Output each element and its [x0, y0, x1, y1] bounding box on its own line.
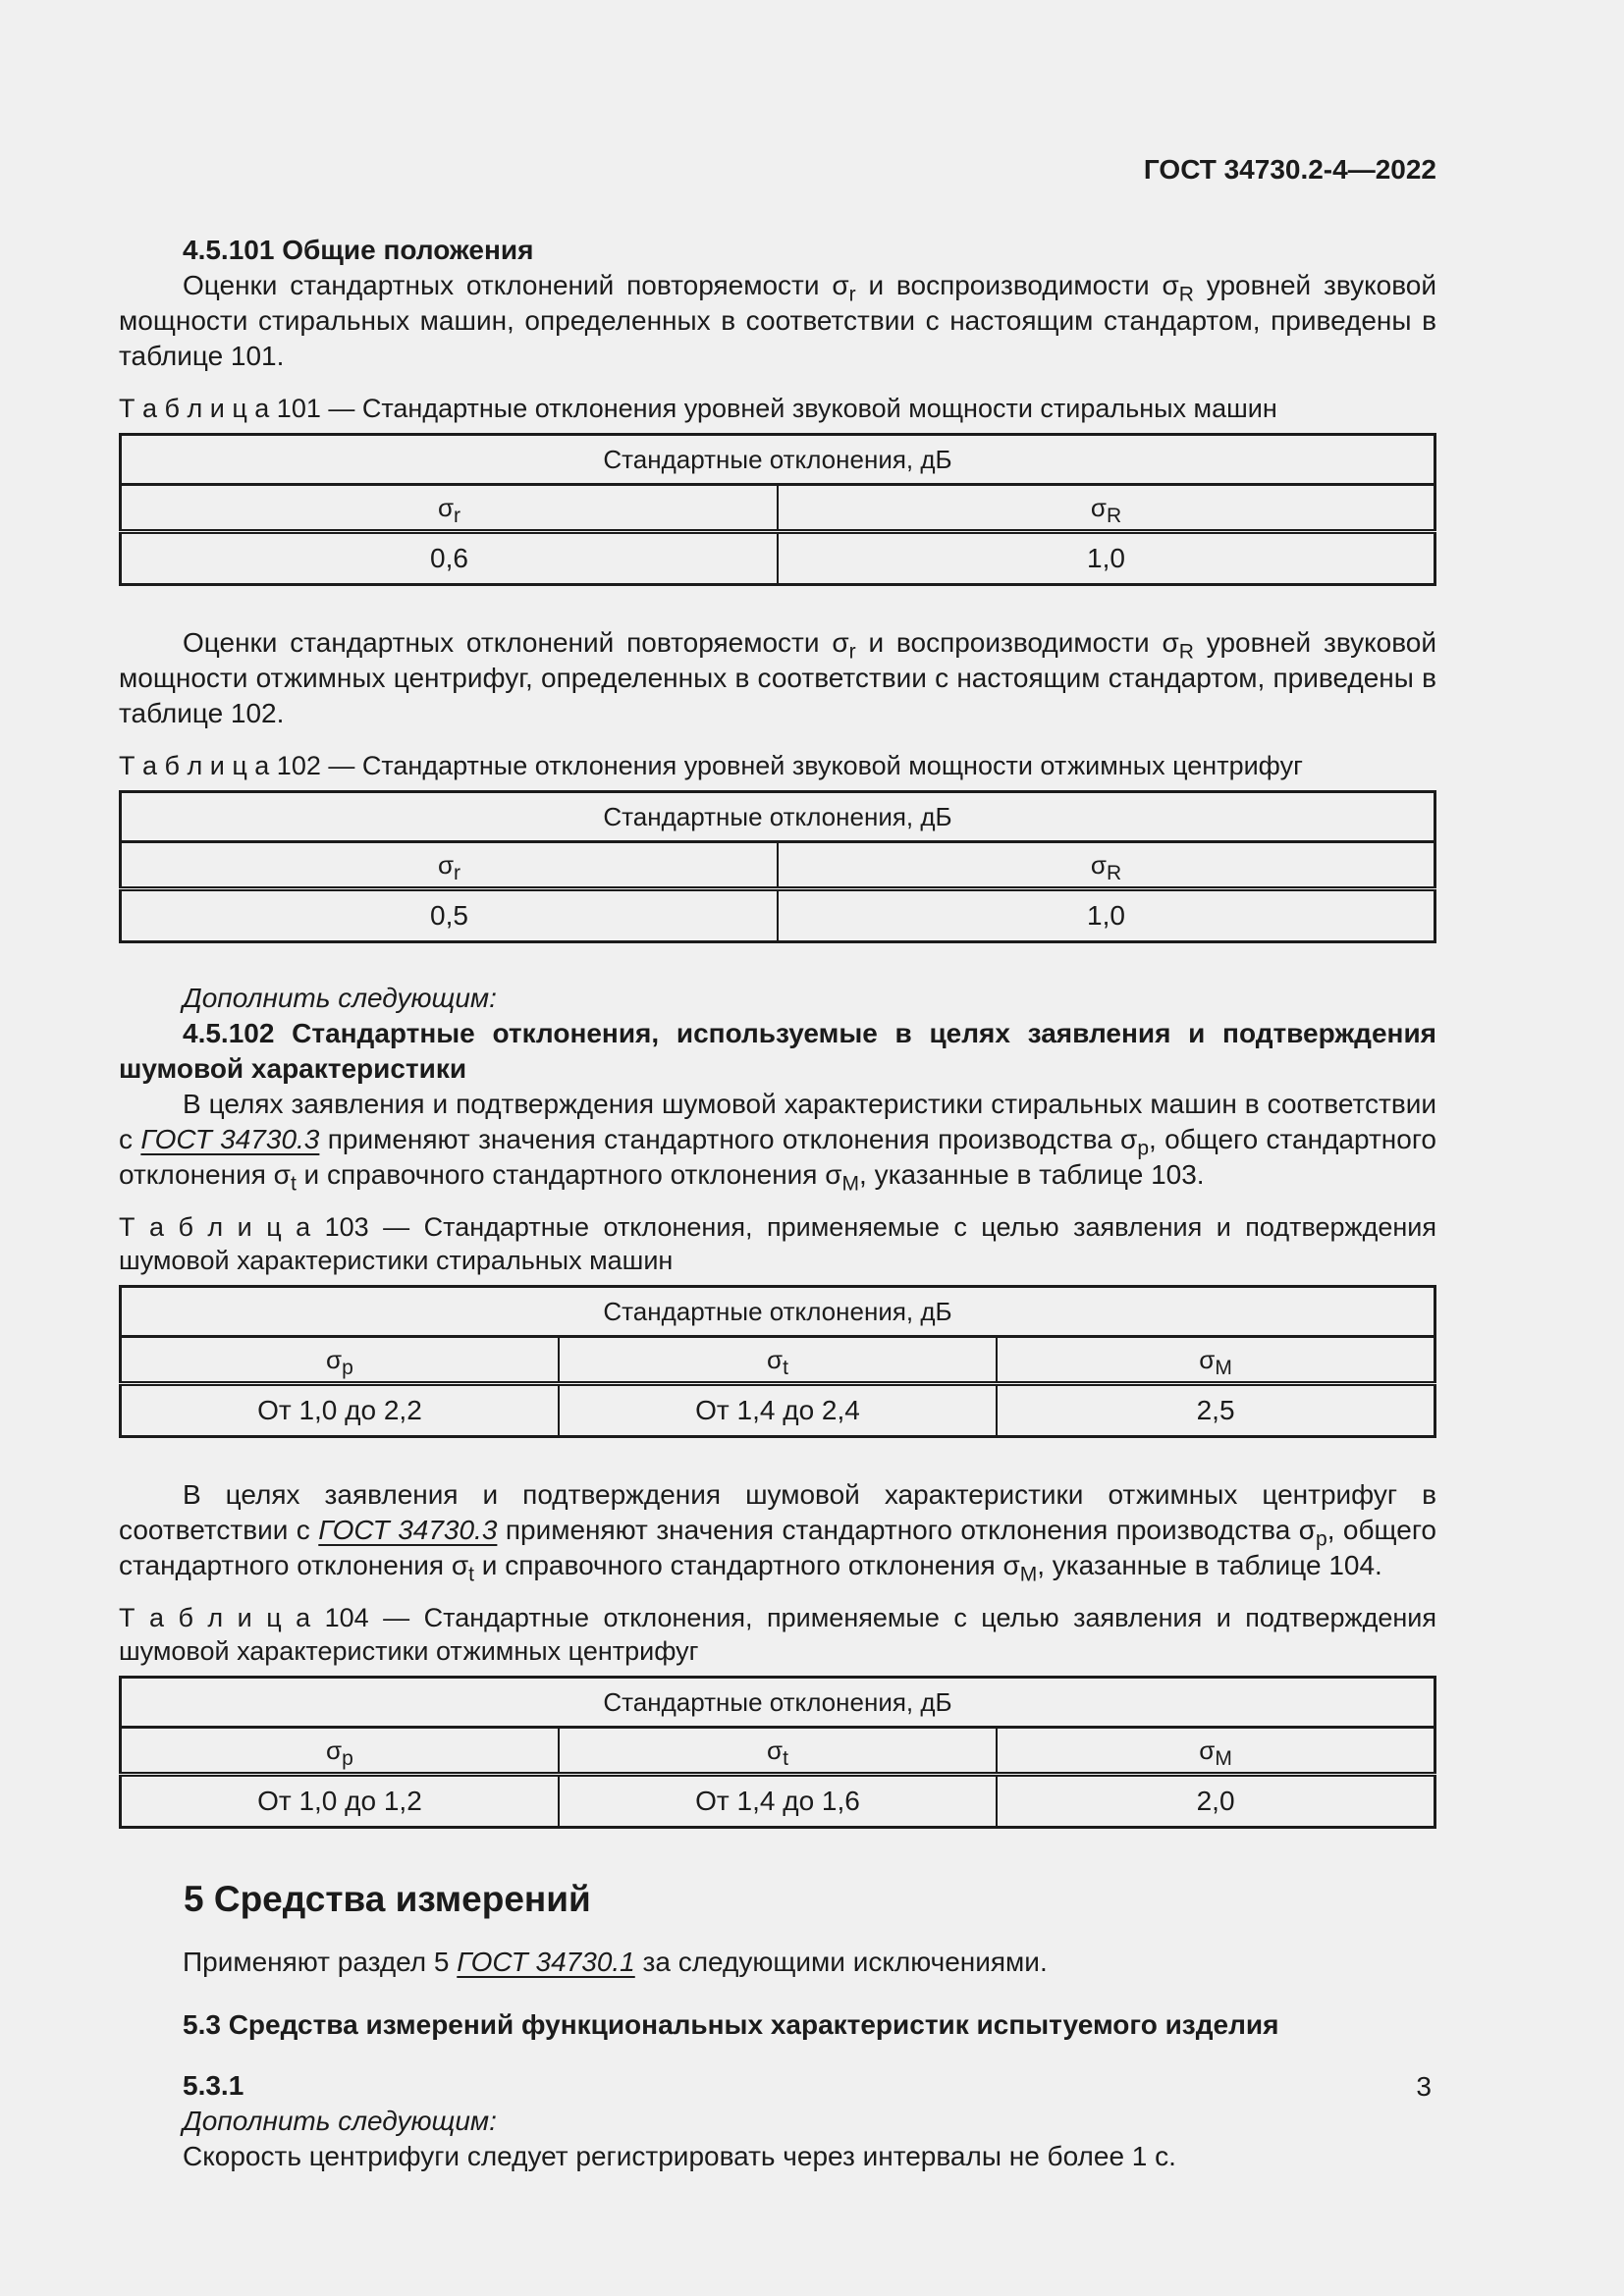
table-row [121, 889, 1435, 942]
table-caption-101: Т а б л и ц а 101 — Стандартные отклонения уровней звуковой мощности стиральных машин [119, 394, 1277, 423]
paragraph-text: Оценки стандартных отклонений повторяемости [183, 627, 833, 658]
sigma-subscript: r [848, 283, 856, 306]
paragraph-apply-section-5 [119, 1945, 1436, 1980]
table-102 [119, 790, 1436, 943]
paragraph-text: , указанные в таблице 103. [859, 1159, 1205, 1190]
sigma-symbol: σ [1199, 1735, 1216, 1765]
sigma-subscript: r [848, 640, 856, 664]
section-heading-4-5-102: 4.5.102 Стандартные отклонения, используемые в целях заявления и подтверждения шумовой характеристики [119, 1018, 1436, 1084]
sigma-symbol: σ [1162, 270, 1179, 300]
column-header-sigma-p [121, 1337, 559, 1384]
paragraph-text: и воспроизводимости [855, 627, 1163, 658]
table-caption-104: Т а б л и ц а 104 — Стандартные отклонения, применяемые с целью заявления и подтверждения шумовой характеристики отжимных центрифуг [119, 1603, 1436, 1666]
doc-code: ГОСТ 34730.2-4—2022 [1143, 154, 1436, 185]
paragraph-repeatability-washing [119, 268, 1436, 374]
table-merged-header: Стандартные отклонения, дБ [121, 1287, 1435, 1337]
column-header-sigma-M [997, 1728, 1435, 1775]
cell-value: От 1,4 до 2,4 [559, 1384, 997, 1437]
sigma-symbol: σ [832, 627, 849, 658]
table-caption-103: Т а б л и ц а 103 — Стандартные отклонения, применяемые с целью заявления и подтверждения шумовой характеристики стиральных машин [119, 1212, 1436, 1275]
paragraph-declaration-washing [119, 1087, 1436, 1196]
table-row [121, 1384, 1435, 1437]
sigma-subscript: p [342, 1747, 353, 1771]
paragraph-text: применяют значения стандартного отклонения производства [319, 1124, 1121, 1154]
sigma-subscript: M [1215, 1747, 1232, 1771]
sigma-subscript: t [783, 1357, 788, 1380]
sigma-subscript: R [1106, 862, 1122, 885]
table-104 [119, 1676, 1436, 1829]
table-103 [119, 1285, 1436, 1438]
table-row [121, 842, 1435, 889]
sigma-subscript: p [342, 1357, 353, 1380]
sigma-symbol: σ [1002, 1550, 1020, 1580]
sigma-symbol: σ [451, 1550, 469, 1580]
sigma-subscript: p [1316, 1527, 1327, 1551]
gost-34730-1-link[interactable]: ГОСТ 34730.1 [457, 1947, 635, 1977]
sigma-subscript: t [290, 1172, 297, 1196]
column-header-sigma-p [121, 1728, 559, 1775]
sigma-subscript: R [1178, 640, 1194, 664]
table-row [121, 485, 1435, 532]
cell-value: 1,0 [778, 532, 1435, 585]
paragraph-text: Применяют раздел 5 [183, 1947, 458, 1977]
sigma-subscript: R [1106, 505, 1122, 528]
paragraph-text: В целях заявления и подтверждения шумовой характеристики отжимных центрифуг в соответствии с [119, 1479, 1436, 1545]
sigma-subscript: R [1178, 283, 1194, 306]
table-101 [119, 433, 1436, 586]
cell-value: 1,0 [778, 889, 1435, 942]
sigma-subscript: M [1215, 1357, 1232, 1380]
paragraph-text: и справочного стандартного отклонения [296, 1159, 826, 1190]
paragraph-text: В целях заявления и подтверждения шумовой характеристики стиральных машин в соответствии с [119, 1089, 1436, 1154]
sigma-subscript: M [1019, 1563, 1038, 1586]
paragraph-text: и справочного стандартного отклонения [474, 1550, 1003, 1580]
column-header-sigma-R [778, 842, 1435, 889]
sigma-symbol: σ [1120, 1124, 1138, 1154]
cell-value: От 1,0 до 1,2 [257, 1786, 422, 1816]
cell-value: 0,5 [430, 900, 468, 931]
sigma-symbol: σ [767, 1735, 784, 1765]
table-merged-header: Стандартные отклонения, дБ [121, 435, 1435, 485]
cell-value: 0,6 [430, 543, 468, 573]
column-header-sigma-R [778, 485, 1435, 532]
table-row [121, 532, 1435, 585]
sigma-symbol: σ [1199, 1345, 1216, 1374]
column-header-sigma-t [559, 1337, 997, 1384]
sigma-subscript: r [454, 505, 461, 528]
sigma-symbol: σ [1090, 493, 1107, 522]
table-row [121, 1678, 1435, 1728]
paragraph-text: применяют значения стандартного отклонения производства [497, 1515, 1299, 1545]
paragraph-declaration-spin [119, 1477, 1437, 1586]
section-heading-5-3-1: 5.3.1 [183, 2070, 244, 2101]
paragraph-repeatability-spin [119, 625, 1436, 731]
paragraph-text: , общего стандартного отклонения [119, 1124, 1436, 1190]
sigma-symbol: σ [767, 1345, 784, 1374]
paragraph-text: уровней звуковой мощности отжимных центрифуг, определенных в соответствии с настоящим стандартом, приведены в таблице 102. [119, 627, 1437, 728]
sigma-subscript: r [454, 862, 461, 885]
sigma-symbol: σ [825, 1159, 842, 1190]
table-row [121, 1775, 1435, 1828]
page-number: 3 [1416, 2071, 1432, 2102]
column-header-sigma-r [121, 842, 779, 889]
cell-value: 2,0 [997, 1775, 1435, 1828]
paragraph-text: Оценки стандартных отклонений повторяемости [183, 270, 833, 300]
sigma-subscript: t [783, 1747, 788, 1771]
paragraph-text: , указанные в таблице 104. [1037, 1550, 1382, 1580]
sigma-symbol: σ [437, 850, 455, 880]
sigma-symbol: σ [832, 270, 849, 300]
sigma-symbol: σ [1298, 1515, 1317, 1545]
section-heading-5-3: 5.3 Средства измерений функциональных характеристик испытуемого изделия [183, 2009, 1279, 2040]
paragraph-text: уровней звуковой мощности стиральных машин, определенных в соответствии с настоящим стандартом, приведены в таблице 101. [119, 270, 1437, 371]
sigma-subscript: t [468, 1563, 474, 1586]
table-row [121, 435, 1435, 485]
table-caption-102: Т а б л и ц а 102 — Стандартные отклонения уровней звуковой мощности отжимных центрифуг [119, 751, 1303, 780]
sigma-symbol: σ [273, 1159, 291, 1190]
amendment-note: Дополнить следующим: [183, 2106, 497, 2136]
column-header-sigma-M [997, 1337, 1435, 1384]
sigma-subscript: p [1137, 1137, 1150, 1160]
table-row [121, 792, 1435, 842]
cell-value: От 1,4 до 1,6 [559, 1775, 997, 1828]
paragraph-text: за следующими исключениями. [634, 1947, 1048, 1977]
section-heading-4-5-101: 4.5.101 Общие положения [183, 235, 534, 265]
amendment-note: Дополнить следующим: [183, 983, 497, 1013]
sigma-symbol: σ [437, 493, 455, 522]
gost-34730-3-link[interactable]: ГОСТ 34730.3 [140, 1124, 320, 1154]
paragraph-text: и воспроизводимости [855, 270, 1163, 300]
sigma-symbol: σ [326, 1345, 343, 1374]
table-merged-header: Стандартные отклонения, дБ [121, 1678, 1435, 1728]
table-merged-header: Стандартные отклонения, дБ [121, 792, 1435, 842]
paragraph-text: , общего стандартного отклонения [119, 1515, 1437, 1580]
section-heading-5: 5 Средства измерений [184, 1879, 591, 1919]
paragraph-centrifuge-speed: Скорость центрифуги следует регистрировать через интервалы не более 1 с. [183, 2141, 1176, 2171]
cell-value: 2,5 [997, 1384, 1435, 1437]
sigma-symbol: σ [326, 1735, 343, 1765]
table-row [121, 1287, 1435, 1337]
cell-value: От 1,0 до 2,2 [257, 1395, 422, 1425]
sigma-symbol: σ [1090, 850, 1107, 880]
gost-34730-3-link[interactable]: ГОСТ 34730.3 [318, 1515, 498, 1545]
sigma-symbol: σ [1162, 627, 1179, 658]
column-header-sigma-r [121, 485, 779, 532]
sigma-subscript: M [841, 1172, 860, 1196]
table-row [121, 1337, 1435, 1384]
table-row [121, 1728, 1435, 1775]
column-header-sigma-t [559, 1728, 997, 1775]
